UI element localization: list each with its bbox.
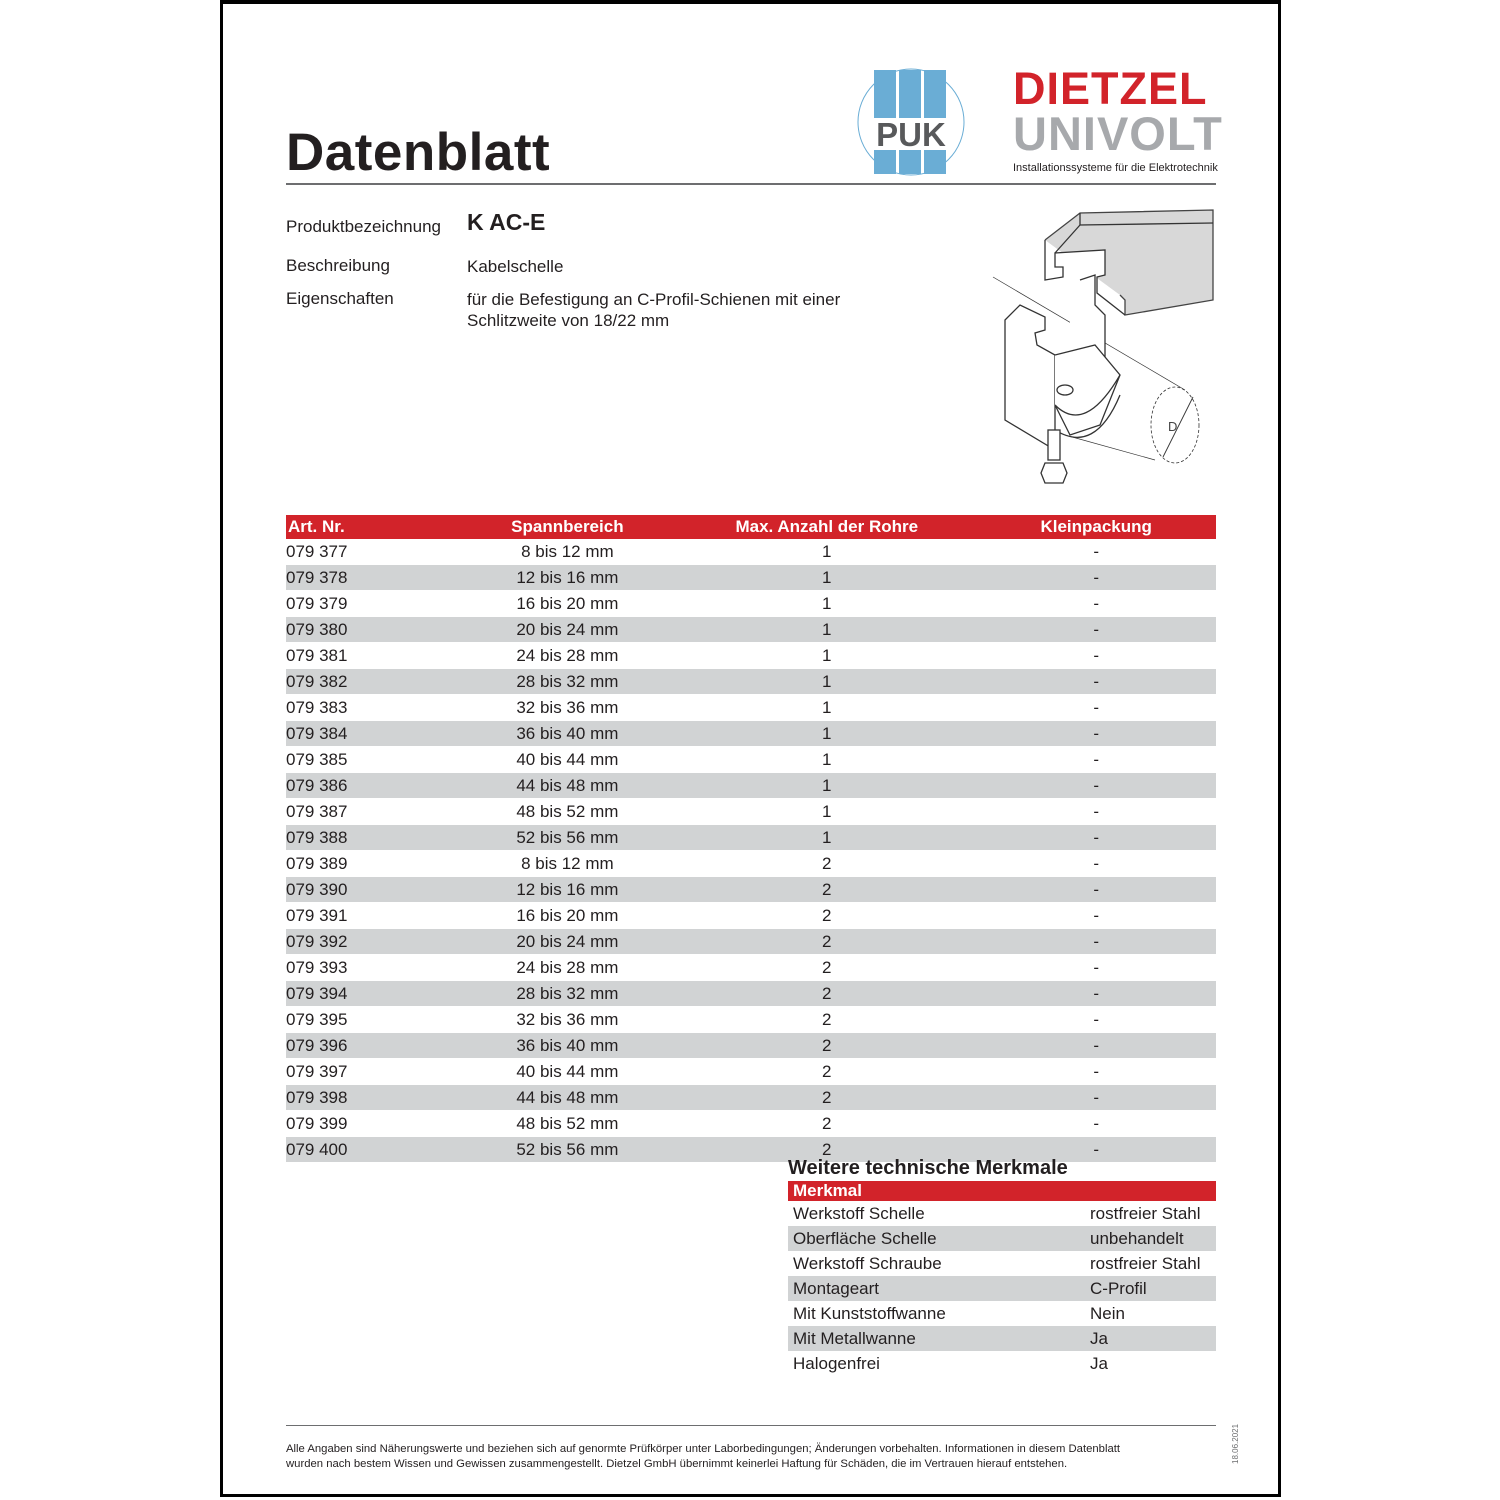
- cell-max-rohre: 2: [677, 1059, 976, 1085]
- table-row: [286, 929, 1216, 955]
- cell-max-rohre: 1: [677, 825, 976, 851]
- properties-value: [467, 289, 840, 331]
- univolt-logo: UNIVOLT: [1013, 107, 1223, 160]
- cell-kleinpackung: -: [976, 851, 1216, 877]
- feature-value: C-Profil: [1085, 1276, 1216, 1301]
- cell-spannbereich: 32 bis 36 mm: [458, 695, 678, 721]
- cell-spannbereich: 16 bis 20 mm: [458, 903, 678, 929]
- cell-spannbereich: 8 bis 12 mm: [458, 539, 678, 565]
- cell-kleinpackung: -: [976, 643, 1216, 669]
- cell-kleinpackung: -: [976, 591, 1216, 617]
- article-table-header: [286, 515, 1216, 539]
- cell-kleinpackung: -: [976, 721, 1216, 747]
- cell-spannbereich: 20 bis 24 mm: [458, 617, 678, 643]
- cell-kleinpackung: -: [976, 981, 1216, 1007]
- table-row: [286, 617, 1216, 643]
- title-divider: [286, 183, 1216, 185]
- table-row: [286, 955, 1216, 981]
- cell-art-nr: 079 381: [286, 643, 458, 669]
- cell-max-rohre: 2: [677, 955, 976, 981]
- footer-disclaimer: [286, 1442, 1221, 1472]
- cell-max-rohre: 1: [677, 591, 976, 617]
- feature-name: Halogenfrei: [793, 1353, 880, 1373]
- feature-name: Oberfläche Schelle: [788, 1226, 1085, 1251]
- cell-kleinpackung: -: [976, 1033, 1216, 1059]
- cell-max-rohre: 2: [677, 1007, 976, 1033]
- feature-value: Ja: [1085, 1326, 1216, 1351]
- cell-kleinpackung: -: [976, 929, 1216, 955]
- description-value: Kabelschelle: [467, 257, 564, 276]
- cell-art-nr: 079 395: [286, 1007, 458, 1033]
- cell-max-rohre: 2: [677, 1033, 976, 1059]
- table-row: [286, 591, 1216, 617]
- product-drawing: [985, 205, 1220, 495]
- feature-row: [788, 1301, 1216, 1326]
- cell-art-nr: 079 390: [286, 877, 458, 903]
- article-table: [286, 515, 1216, 1163]
- cell-kleinpackung: -: [976, 825, 1216, 851]
- cell-max-rohre: 2: [677, 1085, 976, 1111]
- col-header-max-rohre: Max. Anzahl der Rohre: [677, 515, 976, 539]
- cell-kleinpackung: -: [976, 1007, 1216, 1033]
- table-row: [286, 851, 1216, 877]
- table-row: [286, 1137, 1216, 1163]
- cell-kleinpackung: -: [976, 877, 1216, 903]
- cell-max-rohre: 1: [677, 669, 976, 695]
- cell-spannbereich: 48 bis 52 mm: [458, 1111, 678, 1137]
- cell-max-rohre: 2: [677, 1137, 976, 1163]
- cell-max-rohre: 2: [677, 1111, 976, 1137]
- properties-label: Eigenschaften: [286, 289, 394, 308]
- col-header-kleinpackung: Kleinpackung: [976, 515, 1216, 539]
- cell-art-nr: 079 386: [286, 773, 458, 799]
- table-row: [286, 1111, 1216, 1137]
- cell-max-rohre: 2: [677, 877, 976, 903]
- table-row: [286, 1085, 1216, 1111]
- cell-spannbereich: 12 bis 16 mm: [458, 877, 678, 903]
- product-name-value: K AC-E: [467, 209, 546, 235]
- cell-kleinpackung: -: [976, 1085, 1216, 1111]
- cell-art-nr: 079 398: [286, 1085, 458, 1111]
- feature-row: [788, 1351, 1216, 1376]
- table-row: [286, 721, 1216, 747]
- table-row: [286, 825, 1216, 851]
- page-title: Datenblatt: [286, 123, 551, 182]
- drawing-dimension-label: D: [1168, 419, 1178, 434]
- table-row: [286, 903, 1216, 929]
- feature-name: Montageart: [788, 1276, 1085, 1301]
- product-name-label: Produktbezeichnung: [286, 217, 442, 236]
- cell-max-rohre: 2: [677, 851, 976, 877]
- table-row: [286, 747, 1216, 773]
- disclaimer-line-1: Alle Angaben sind Näherungswerte und beziehen sich auf genormte Prüfkörper unter Laborbedingungen; Änderungen vorbehalten. Informationen in diesem Datenblatt: [286, 1443, 1121, 1455]
- table-row: [286, 539, 1216, 565]
- cell-art-nr: 079 379: [286, 591, 458, 617]
- table-row: [286, 981, 1216, 1007]
- cell-max-rohre: 1: [677, 643, 976, 669]
- properties-line-1: für die Befestigung an C-Profil-Schienen mit einer: [467, 290, 841, 309]
- feature-value: Nein: [1090, 1303, 1125, 1323]
- cell-art-nr: 079 389: [286, 851, 458, 877]
- cell-kleinpackung: -: [976, 539, 1216, 565]
- footer-divider: [286, 1425, 1216, 1426]
- cell-spannbereich: 16 bis 20 mm: [458, 591, 678, 617]
- cell-art-nr: 079 383: [286, 695, 458, 721]
- feature-row: [788, 1201, 1216, 1226]
- feature-name: Mit Kunststoffwanne: [793, 1303, 946, 1323]
- description-label: Beschreibung: [286, 256, 390, 275]
- cell-kleinpackung: -: [976, 669, 1216, 695]
- features-table: [788, 1181, 1216, 1376]
- cell-art-nr: 079 393: [286, 955, 458, 981]
- disclaimer-line-2: wurden nach bestem Wissen und Gewissen zusammengestellt. Dietzel GmbH übernimmt keinerlei Haftung für Schäden, die im Vertrauen hierauf entstehen.: [286, 1458, 1068, 1470]
- feature-value: rostfreier Stahl: [1090, 1203, 1201, 1223]
- cell-spannbereich: 40 bis 44 mm: [458, 1059, 678, 1085]
- feature-row: [788, 1326, 1216, 1351]
- cell-max-rohre: 2: [677, 903, 976, 929]
- cell-kleinpackung: -: [976, 1137, 1216, 1163]
- feature-name: Werkstoff Schelle: [793, 1203, 925, 1223]
- cell-spannbereich: 24 bis 28 mm: [458, 643, 678, 669]
- cell-art-nr: 079 378: [286, 565, 458, 591]
- cell-spannbereich: 44 bis 48 mm: [458, 773, 678, 799]
- cell-art-nr: 079 382: [286, 669, 458, 695]
- table-row: [286, 877, 1216, 903]
- cell-spannbereich: 32 bis 36 mm: [458, 1007, 678, 1033]
- cell-max-rohre: 1: [677, 721, 976, 747]
- col-header-art-nr: Art. Nr.: [286, 515, 458, 539]
- cell-art-nr: 079 384: [286, 721, 458, 747]
- feature-name: Werkstoff Schraube: [793, 1253, 942, 1273]
- feature-value: rostfreier Stahl: [1090, 1253, 1201, 1273]
- cell-kleinpackung: -: [976, 773, 1216, 799]
- cell-kleinpackung: -: [976, 747, 1216, 773]
- cell-spannbereich: 28 bis 32 mm: [458, 981, 678, 1007]
- cell-art-nr: 079 385: [286, 747, 458, 773]
- cell-max-rohre: 2: [677, 929, 976, 955]
- cell-kleinpackung: -: [976, 617, 1216, 643]
- cell-max-rohre: 1: [677, 617, 976, 643]
- cell-art-nr: 079 396: [286, 1033, 458, 1059]
- cell-spannbereich: 24 bis 28 mm: [458, 955, 678, 981]
- cell-art-nr: 079 394: [286, 981, 458, 1007]
- features-title: Weitere technische Merkmale: [788, 1157, 1068, 1179]
- table-row: [286, 773, 1216, 799]
- cell-art-nr: 079 377: [286, 539, 458, 565]
- cell-spannbereich: 8 bis 12 mm: [458, 851, 678, 877]
- cell-spannbereich: 48 bis 52 mm: [458, 799, 678, 825]
- feature-row: [788, 1226, 1216, 1251]
- table-row: [286, 643, 1216, 669]
- col-header-merkmal: Merkmal: [788, 1181, 1216, 1201]
- table-row: [286, 1059, 1216, 1085]
- cell-spannbereich: 28 bis 32 mm: [458, 669, 678, 695]
- cell-kleinpackung: -: [976, 695, 1216, 721]
- cell-art-nr: 079 388: [286, 825, 458, 851]
- puk-logo-text: PUK: [876, 116, 946, 153]
- table-row: [286, 565, 1216, 591]
- cell-spannbereich: 36 bis 40 mm: [458, 1033, 678, 1059]
- cell-spannbereich: 12 bis 16 mm: [458, 565, 678, 591]
- feature-name: Mit Metallwanne: [788, 1326, 1085, 1351]
- feature-value: Ja: [1090, 1353, 1108, 1373]
- cell-max-rohre: 1: [677, 539, 976, 565]
- cell-kleinpackung: -: [976, 1111, 1216, 1137]
- document-date: 18.06.2021: [1231, 1423, 1240, 1464]
- cell-kleinpackung: -: [976, 799, 1216, 825]
- properties-line-2: Schlitzweite von 18/22 mm: [467, 311, 670, 330]
- table-row: [286, 1033, 1216, 1059]
- cell-max-rohre: 1: [677, 695, 976, 721]
- cell-kleinpackung: -: [976, 955, 1216, 981]
- cell-art-nr: 079 391: [286, 903, 458, 929]
- logo-tagline: Installationssysteme für die Elektrotechnik: [1013, 162, 1218, 174]
- cell-max-rohre: 1: [677, 799, 976, 825]
- cell-spannbereich: 44 bis 48 mm: [458, 1085, 678, 1111]
- feature-row: [788, 1251, 1216, 1276]
- table-row: [286, 799, 1216, 825]
- dietzel-logo: DIETZEL: [1013, 63, 1208, 114]
- cell-spannbereich: 52 bis 56 mm: [458, 825, 678, 851]
- puk-logo: [856, 68, 966, 176]
- cell-art-nr: 079 387: [286, 799, 458, 825]
- cell-art-nr: 079 399: [286, 1111, 458, 1137]
- cell-max-rohre: 1: [677, 565, 976, 591]
- cell-max-rohre: 1: [677, 773, 976, 799]
- cell-art-nr: 079 380: [286, 617, 458, 643]
- table-row: [286, 669, 1216, 695]
- cell-kleinpackung: -: [976, 565, 1216, 591]
- table-row: [286, 1007, 1216, 1033]
- cell-spannbereich: 36 bis 40 mm: [458, 721, 678, 747]
- cell-kleinpackung: -: [976, 1059, 1216, 1085]
- cell-art-nr: 079 400: [286, 1137, 458, 1163]
- cell-spannbereich: 52 bis 56 mm: [458, 1137, 678, 1163]
- cell-max-rohre: 1: [677, 747, 976, 773]
- feature-value: unbehandelt: [1085, 1226, 1216, 1251]
- cell-art-nr: 079 397: [286, 1059, 458, 1085]
- table-row: [286, 695, 1216, 721]
- cell-kleinpackung: -: [976, 903, 1216, 929]
- feature-row: [788, 1276, 1216, 1301]
- cell-spannbereich: 20 bis 24 mm: [458, 929, 678, 955]
- cell-art-nr: 079 392: [286, 929, 458, 955]
- cell-max-rohre: 2: [677, 981, 976, 1007]
- cell-spannbereich: 40 bis 44 mm: [458, 747, 678, 773]
- col-header-spannbereich: Spannbereich: [458, 515, 678, 539]
- features-table-header: [788, 1181, 1216, 1201]
